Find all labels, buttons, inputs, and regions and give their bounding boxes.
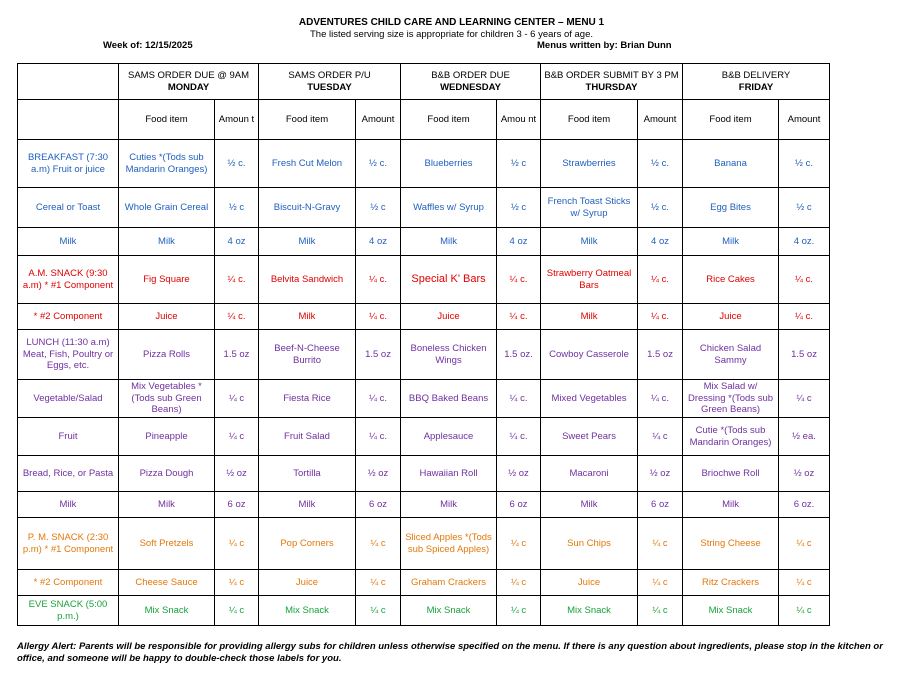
food-item-wednesday: Applesauce: [401, 418, 497, 456]
food-item-wednesday: Blueberries: [401, 140, 497, 188]
day-name: FRIDAY: [738, 81, 774, 93]
allergy-alert: Allergy Alert: Parents will be responsible for providing allergy subs for children unless otherwise specified on the menu. If there is any question about ingredients, please stop in the kitchen or office, and someone will be happy to double-check those labels for you.: [17, 641, 883, 664]
amount-thursday: ¼ c: [638, 418, 683, 456]
amount-monday: 1.5 oz: [215, 330, 259, 380]
amount-thursday: 6 oz: [638, 492, 683, 518]
food-item-thursday: Cowboy Casserole: [541, 330, 638, 380]
food-item-friday: Ritz Crackers: [683, 570, 779, 596]
amount-tuesday: ¼ c.: [356, 380, 401, 418]
amount-friday: ¼ c: [779, 570, 830, 596]
day-header-wednesday: [401, 64, 541, 100]
amount-wednesday: ¼ c.: [497, 380, 541, 418]
menu-row: [18, 596, 830, 626]
amount-tuesday: 4 oz: [356, 228, 401, 256]
food-item-friday: String Cheese: [683, 518, 779, 570]
meal-label: LUNCH (11:30 a.m) Meat, Fish, Poultry or Eggs, etc.: [18, 330, 119, 380]
amount-monday: ¼ c: [215, 596, 259, 626]
food-item-header: Food item: [259, 100, 356, 140]
menu-row: [18, 380, 830, 418]
amount-thursday: ½ c.: [638, 140, 683, 188]
food-item-monday: Whole Grain Cereal: [119, 188, 215, 228]
amount-friday: 1.5 oz: [779, 330, 830, 380]
food-item-tuesday: Juice: [259, 570, 356, 596]
menu-row: [18, 418, 830, 456]
amount-header: Amount: [356, 100, 401, 140]
food-item-thursday: French Toast Sticks w/ Syrup: [541, 188, 638, 228]
food-item-wednesday: Milk: [401, 228, 497, 256]
amount-friday: ¼ c: [779, 518, 830, 570]
amount-tuesday: ¼ c: [356, 518, 401, 570]
meal-label: Milk: [18, 228, 119, 256]
amount-thursday: ½ c.: [638, 188, 683, 228]
amount-thursday: 4 oz: [638, 228, 683, 256]
day-note: B&B DELIVERY: [721, 70, 791, 81]
food-item-friday: Juice: [683, 304, 779, 330]
day-header-monday: [119, 64, 259, 100]
food-item-friday: Egg Bites: [683, 188, 779, 228]
amount-friday: 6 oz.: [779, 492, 830, 518]
week-of: Week of: 12/15/2025: [103, 40, 193, 51]
amount-wednesday: ¼ c: [497, 596, 541, 626]
amount-friday: ½ c: [779, 188, 830, 228]
amount-thursday: 1.5 oz: [638, 330, 683, 380]
food-item-friday: Cutie *(Tods sub Mandarin Oranges): [683, 418, 779, 456]
food-item-tuesday: Milk: [259, 492, 356, 518]
amount-wednesday: 4 oz: [497, 228, 541, 256]
food-item-monday: Pizza Rolls: [119, 330, 215, 380]
food-item-tuesday: Milk: [259, 228, 356, 256]
food-item-wednesday: Special K' Bars: [401, 256, 497, 304]
food-item-thursday: Mixed Vegetables: [541, 380, 638, 418]
amount-tuesday: ¼ c.: [356, 256, 401, 304]
amount-friday: ½ c.: [779, 140, 830, 188]
food-item-thursday: Milk: [541, 492, 638, 518]
food-item-tuesday: Milk: [259, 304, 356, 330]
food-item-thursday: Macaroni: [541, 456, 638, 492]
food-item-header: Food item: [401, 100, 497, 140]
amount-tuesday: ½ c.: [356, 140, 401, 188]
food-item-friday: Briochwe Roll: [683, 456, 779, 492]
food-item-friday: Milk: [683, 228, 779, 256]
food-item-thursday: Strawberries: [541, 140, 638, 188]
amount-monday: ¼ c: [215, 570, 259, 596]
amount-monday: ¼ c: [215, 518, 259, 570]
day-header-thursday: [541, 64, 683, 100]
amount-wednesday: ¼ c: [497, 518, 541, 570]
meal-label: Milk: [18, 492, 119, 518]
food-item-friday: Mix Salad w/ Dressing *(Tods sub Green Beans): [683, 380, 779, 418]
amount-wednesday: ½ c: [497, 140, 541, 188]
food-item-wednesday: Juice: [401, 304, 497, 330]
food-item-wednesday: BBQ Baked Beans: [401, 380, 497, 418]
day-name: TUESDAY: [307, 81, 352, 93]
amount-tuesday: ½ oz: [356, 456, 401, 492]
amount-monday: ½ oz: [215, 456, 259, 492]
food-item-monday: Milk: [119, 228, 215, 256]
amount-monday: 4 oz: [215, 228, 259, 256]
food-item-friday: Mix Snack: [683, 596, 779, 626]
food-item-header: Food item: [683, 100, 779, 140]
day-note: B&B ORDER DUE: [431, 70, 510, 81]
menu-row: [18, 188, 830, 228]
food-item-monday: Fig Square: [119, 256, 215, 304]
meal-label: * #2 Component: [18, 570, 119, 596]
food-item-wednesday: Hawaiian Roll: [401, 456, 497, 492]
food-item-tuesday: Tortilla: [259, 456, 356, 492]
amount-friday: ¼ c: [779, 596, 830, 626]
food-item-monday: Milk: [119, 492, 215, 518]
menu-subtitle: The listed serving size is appropriate for children 3 - 6 years of age.: [309, 29, 594, 40]
meal-label: Vegetable/Salad: [18, 380, 119, 418]
food-item-monday: Mix Vegetables *(Tods sub Green Beans): [119, 380, 215, 418]
amount-thursday: ¼ c.: [638, 256, 683, 304]
food-item-friday: Milk: [683, 492, 779, 518]
amount-friday: 4 oz.: [779, 228, 830, 256]
amount-thursday: ¼ c: [638, 570, 683, 596]
amount-friday: ¼ c.: [779, 256, 830, 304]
food-item-tuesday: Fresh Cut Melon: [259, 140, 356, 188]
food-item-wednesday: Boneless Chicken Wings: [401, 330, 497, 380]
meal-label: P. M. SNACK (2:30 p.m) * #1 Component: [18, 518, 119, 570]
column-header-row: [18, 100, 830, 140]
meal-label: A.M. SNACK (9:30 a.m) * #1 Component: [18, 256, 119, 304]
meal-label: EVE SNACK (5:00 p.m.): [18, 596, 119, 626]
amount-friday: ¼ c.: [779, 304, 830, 330]
food-item-header: Food item: [541, 100, 638, 140]
amount-monday: ½ c.: [215, 140, 259, 188]
day-note: B&B ORDER SUBMIT BY 3 PM: [544, 70, 679, 81]
food-item-monday: Pineapple: [119, 418, 215, 456]
day-note: SAMS ORDER P/U: [288, 70, 371, 81]
menu-row: [18, 304, 830, 330]
food-item-tuesday: Biscuit-N-Gravy: [259, 188, 356, 228]
day-name: THURSDAY: [585, 81, 638, 93]
amount-thursday: ¼ c: [638, 596, 683, 626]
menu-table: [17, 63, 830, 626]
amount-thursday: ¼ c.: [638, 304, 683, 330]
food-item-monday: Soft Pretzels: [119, 518, 215, 570]
amount-wednesday: ½ c: [497, 188, 541, 228]
amount-tuesday: ½ c: [356, 188, 401, 228]
amount-tuesday: 6 oz: [356, 492, 401, 518]
day-name: MONDAY: [167, 81, 210, 93]
day-header-friday: [683, 64, 830, 100]
food-item-wednesday: Milk: [401, 492, 497, 518]
menu-title: ADVENTURES CHILD CARE AND LEARNING CENTER – MENU 1: [298, 17, 605, 28]
day-note: SAMS ORDER DUE @ 9AM: [127, 70, 250, 81]
meal-label: Bread, Rice, or Pasta: [18, 456, 119, 492]
amount-friday: ½ oz: [779, 456, 830, 492]
amount-friday: ½ ea.: [779, 418, 830, 456]
food-item-thursday: Strawberry Oatmeal Bars: [541, 256, 638, 304]
food-item-monday: Cheese Sauce: [119, 570, 215, 596]
amount-header: Amoun t: [215, 100, 259, 140]
amount-thursday: ½ oz: [638, 456, 683, 492]
food-item-wednesday: Mix Snack: [401, 596, 497, 626]
amount-wednesday: 6 oz: [497, 492, 541, 518]
amount-header: Amount: [638, 100, 683, 140]
amount-thursday: ¼ c.: [638, 380, 683, 418]
food-item-wednesday: Waffles w/ Syrup: [401, 188, 497, 228]
amount-wednesday: ½ oz: [497, 456, 541, 492]
menu-row: [18, 256, 830, 304]
food-item-tuesday: Beef-N-Cheese Burrito: [259, 330, 356, 380]
amount-tuesday: ¼ c.: [356, 304, 401, 330]
food-item-monday: Pizza Dough: [119, 456, 215, 492]
food-item-monday: Mix Snack: [119, 596, 215, 626]
amount-header: Amou nt: [497, 100, 541, 140]
amount-monday: ¼ c.: [215, 304, 259, 330]
food-item-tuesday: Mix Snack: [259, 596, 356, 626]
corner-cell: [18, 64, 119, 100]
amount-wednesday: ¼ c.: [497, 256, 541, 304]
food-item-thursday: Sweet Pears: [541, 418, 638, 456]
food-item-monday: Cuties *(Tods sub Mandarin Oranges): [119, 140, 215, 188]
meal-label: * #2 Component: [18, 304, 119, 330]
food-item-header: Food item: [119, 100, 215, 140]
meal-label: BREAKFAST (7:30 a.m) Fruit or juice: [18, 140, 119, 188]
food-item-wednesday: Graham Crackers: [401, 570, 497, 596]
amount-friday: ¼ c: [779, 380, 830, 418]
amount-tuesday: ¼ c.: [356, 418, 401, 456]
amount-wednesday: ¼ c.: [497, 304, 541, 330]
food-item-friday: Rice Cakes: [683, 256, 779, 304]
day-header-tuesday: [259, 64, 401, 100]
amount-tuesday: ¼ c: [356, 570, 401, 596]
food-item-thursday: Mix Snack: [541, 596, 638, 626]
amount-tuesday: 1.5 oz: [356, 330, 401, 380]
amount-monday: ¼ c: [215, 380, 259, 418]
food-item-thursday: Milk: [541, 228, 638, 256]
food-item-tuesday: Fruit Salad: [259, 418, 356, 456]
food-item-thursday: Milk: [541, 304, 638, 330]
amount-wednesday: 1.5 oz.: [497, 330, 541, 380]
food-item-friday: Chicken Salad Sammy: [683, 330, 779, 380]
day-name: WEDNESDAY: [440, 81, 501, 93]
menu-row: [18, 330, 830, 380]
menu-row: [18, 570, 830, 596]
menu-author: Menus written by: Brian Dunn: [537, 40, 672, 51]
food-item-tuesday: Belvita Sandwich: [259, 256, 356, 304]
food-item-friday: Banana: [683, 140, 779, 188]
amount-wednesday: ¼ c: [497, 570, 541, 596]
amount-tuesday: ¼ c: [356, 596, 401, 626]
meal-label: Cereal or Toast: [18, 188, 119, 228]
amount-thursday: ¼ c: [638, 518, 683, 570]
day-header-row: [18, 64, 830, 100]
food-item-tuesday: Fiesta Rice: [259, 380, 356, 418]
menu-row: [18, 228, 830, 256]
food-item-thursday: Sun Chips: [541, 518, 638, 570]
corner-cell: [18, 100, 119, 140]
menu-row: [18, 140, 830, 188]
amount-monday: ½ c: [215, 188, 259, 228]
meal-label: Fruit: [18, 418, 119, 456]
amount-header: Amount: [779, 100, 830, 140]
amount-monday: 6 oz: [215, 492, 259, 518]
food-item-monday: Juice: [119, 304, 215, 330]
food-item-wednesday: Sliced Apples *(Tods sub Spiced Apples): [401, 518, 497, 570]
menu-row: [18, 518, 830, 570]
amount-monday: ¼ c: [215, 418, 259, 456]
food-item-tuesday: Pop Corners: [259, 518, 356, 570]
amount-wednesday: ¼ c.: [497, 418, 541, 456]
food-item-thursday: Juice: [541, 570, 638, 596]
amount-monday: ¼ c.: [215, 256, 259, 304]
menu-row: [18, 456, 830, 492]
menu-row: [18, 492, 830, 518]
